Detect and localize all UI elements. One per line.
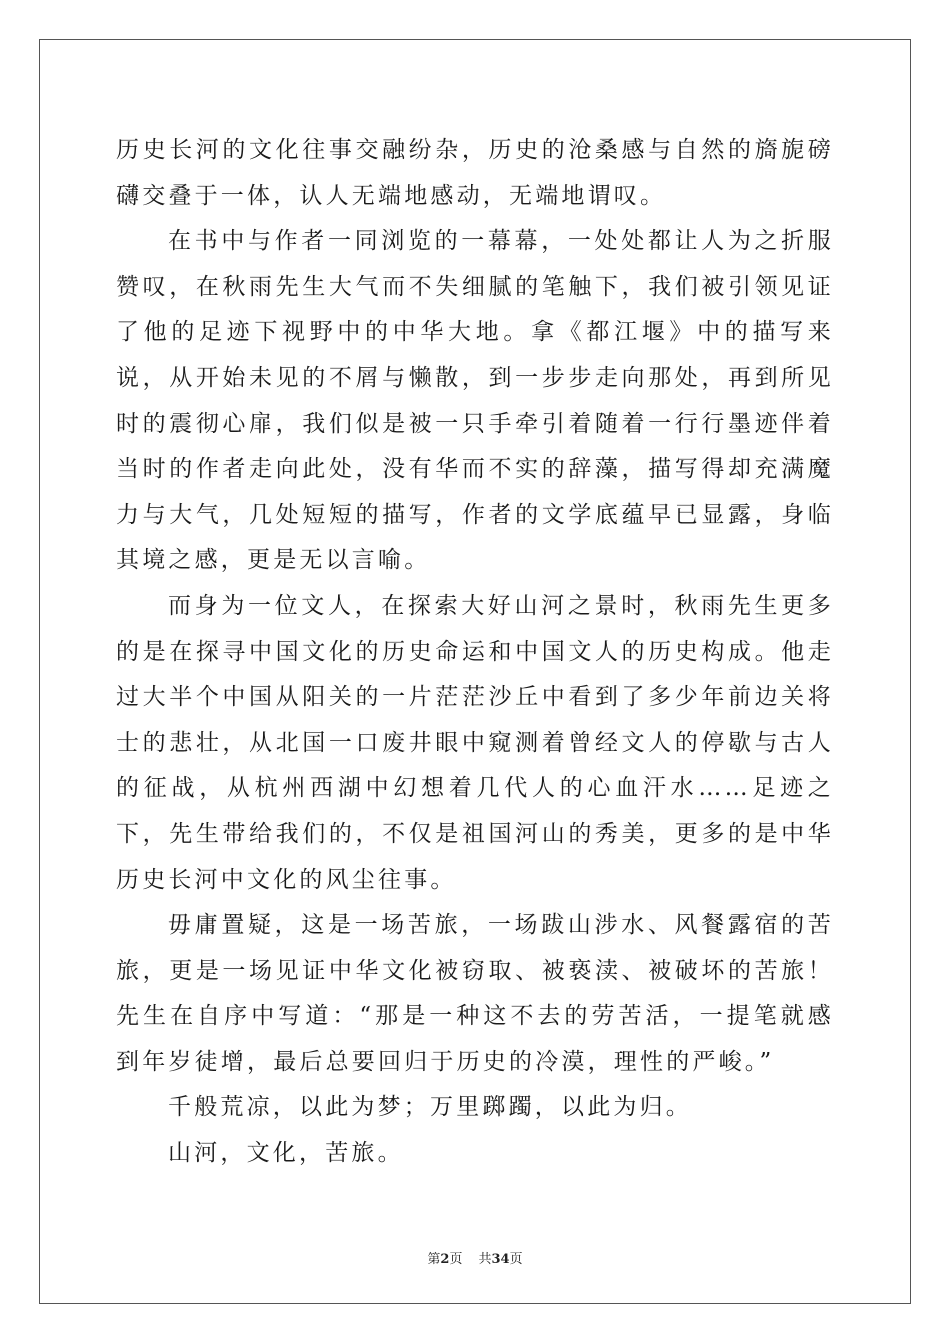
total-prefix: 共 (478, 1252, 492, 1267)
page-number: 2 (440, 1252, 450, 1267)
document-body (116, 128, 834, 1177)
total-pages-indicator (478, 1248, 522, 1267)
paragraph-1: 历史长河的文化往事交融纷杂，历史的沧桑感与自然的旖旎磅礴交叠于一体，认人无端地感动，无端地谓叹。 (116, 137, 834, 209)
total-pages: 34 (491, 1252, 510, 1267)
page-prefix: 第 (427, 1252, 441, 1267)
page-footer (0, 1248, 950, 1267)
paragraph-5: 千般荒凉，以此为梦；万里踯躅，以此为归。 (168, 1094, 692, 1121)
paragraph-2: 在书中与作者一同浏览的一幕幕，一处处都让人为之折服赞叹，在秋雨先生大气而不失细腻的笔触下，我们被引领见证了他的足迹下视野中的中华大地。拿《都江堰》中的描写来说，从开始未见的不屑与懒散，到一步步走向那处，再到所见时的震彻心扉，我们似是被一只手牵引着随着一行行墨迹伴着当时的作者走向此处，没有华而不实的辞藻，描写得却充满魔力与大气，几处短短的描写，作者的文学底蕴早已显露，身临其境之感，更是无以言喻。 (116, 228, 834, 574)
paragraph-3: 而身为一位文人，在探索大好山河之景时，秋雨先生更多的是在探寻中国文化的历史命运和中国文人的历史构成。他走过大半个中国从阳关的一片茫茫沙丘中看到了多少年前边关将士的悲壮，从北国一口废井眼中窥测着曾经文人的停歇与古人的征战，从杭州西湖中幻想着几代人的心血汗水……足迹之下，先生带给我们的，不仅是祖国河山的秀美，更多的是中华历史长河中文化的风尘往事。 (116, 592, 834, 893)
paragraph-4: 毋庸置疑，这是一场苦旅，一场跋山涉水、风餐露宿的苦旅，更是一场见证中华文化被窃取、被亵渎、被破坏的苦旅！先生在自序中写道：“那是一种这不去的劳苦活，一提笔就感到年岁徒增，最后总要回归于历史的冷漠，理性的严峻。” (116, 912, 834, 1075)
total-suffix: 页 (509, 1252, 523, 1267)
paragraph-6: 山河，文化，苦旅。 (168, 1140, 404, 1167)
page-suffix: 页 (449, 1252, 463, 1267)
page-indicator (427, 1248, 462, 1267)
